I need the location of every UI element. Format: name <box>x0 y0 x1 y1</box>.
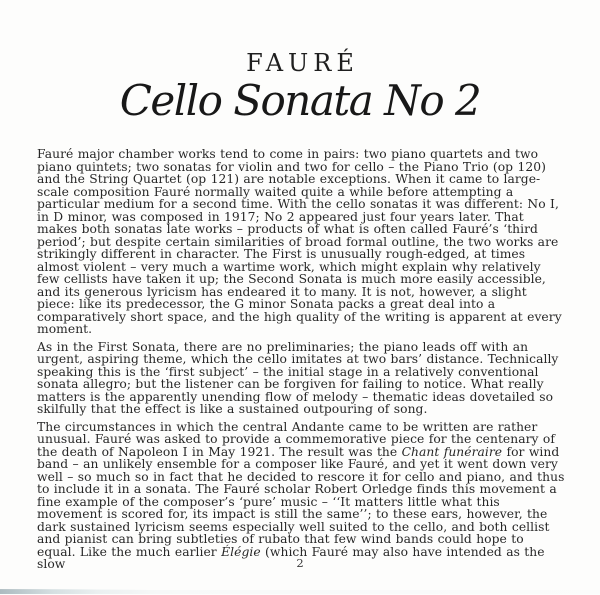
paragraph-1-text: Fauré major chamber works tend to come in pairs: two piano quartets and two piano quintets; two sonatas for violin and two for cello – the Piano Trio (op 120) and the String Quartet (op 121) are notable exceptions. When it came to large-scale composition Fauré normally waited quite a while before attempting a particular medium for a second time. With the cello sonatas it was different: No I, in D minor, was composed in 1917; No 2 appeared just four years later. That makes both sonatas late works – products of what is often called Fauré’s ‘third period’; but despite certain similarities of broad formal outline, the two works are strikingly different in character. The First is unusually rough-edged, at times almost violent – very much a wartime work, which might explain why relatively few cellists have taken it up; the Second Sonata is much more easily accessible, and its generous lyricism has endeared it to many. It is not, however, a slight piece: like its predecessor, the G minor Sonata packs a great deal into a comparatively short space, and the high quality of the writing is apparent at every moment. <box>37 147 562 336</box>
page-footer <box>0 552 600 571</box>
paragraph-3-text-continued: for wind band – an unlikely ensemble for a composer like Fauré, and yet it went down very well – so much so in fact that he decided to rescore it for cello and piano, and thus to include it in a sonata. The Fauré scholar Robert Orledge finds this movement a fine example of the composer’s ‘pure’ music – ‘‘It matters little what this movement is scored for, its impact is still the same’’; to these ears, however, the dark sustained lyricism seems especially well suited to the cello, and both cellist and pianist can bring subtleties of rubato that few wind bands could hope to equal. Like the much earlier <box>37 444 565 559</box>
paragraph-3-text-end: (which Fauré may also have intended as the slow <box>37 544 545 571</box>
work-mention-chant-funeraire: Chant funéraire <box>401 444 503 459</box>
paragraph-2-text: As in the First Sonata, there are no preliminaries; the piano leads off with an urgent, aspiring theme, which the cello imitates at two bars’ distance. Technically speaking this is the ‘first subject’ – the initial stage in a relatively conventional sonata allegro; but the listener can be forgiven for failing to notice. What really matters is the apparently unending flow of melody – thematic ideas dovetailed so skilfully that the effect is like a sustained outpouring of song. <box>37 339 559 416</box>
paragraph-1 <box>37 148 566 336</box>
work-title: Cello Sonata No 2 <box>119 76 481 125</box>
liner-notes-text <box>37 148 566 571</box>
title-block <box>0 0 600 124</box>
paragraph-2 <box>37 341 566 416</box>
page-number: 2 <box>296 556 304 570</box>
composer-name: FAURÉ <box>246 49 359 77</box>
work-mention-elegie: Élégie <box>221 544 261 559</box>
scan-edge-artifact <box>0 590 600 594</box>
paragraph-3 <box>37 421 566 571</box>
scan-smudge-artifact <box>0 589 150 594</box>
paragraph-3-text: The circumstances in which the central Andante came to be written are rather unusual. Fauré was asked to provide a commemorative piece for the centenary of the death of Napoleon I in May 1921. The result was the <box>37 419 555 459</box>
